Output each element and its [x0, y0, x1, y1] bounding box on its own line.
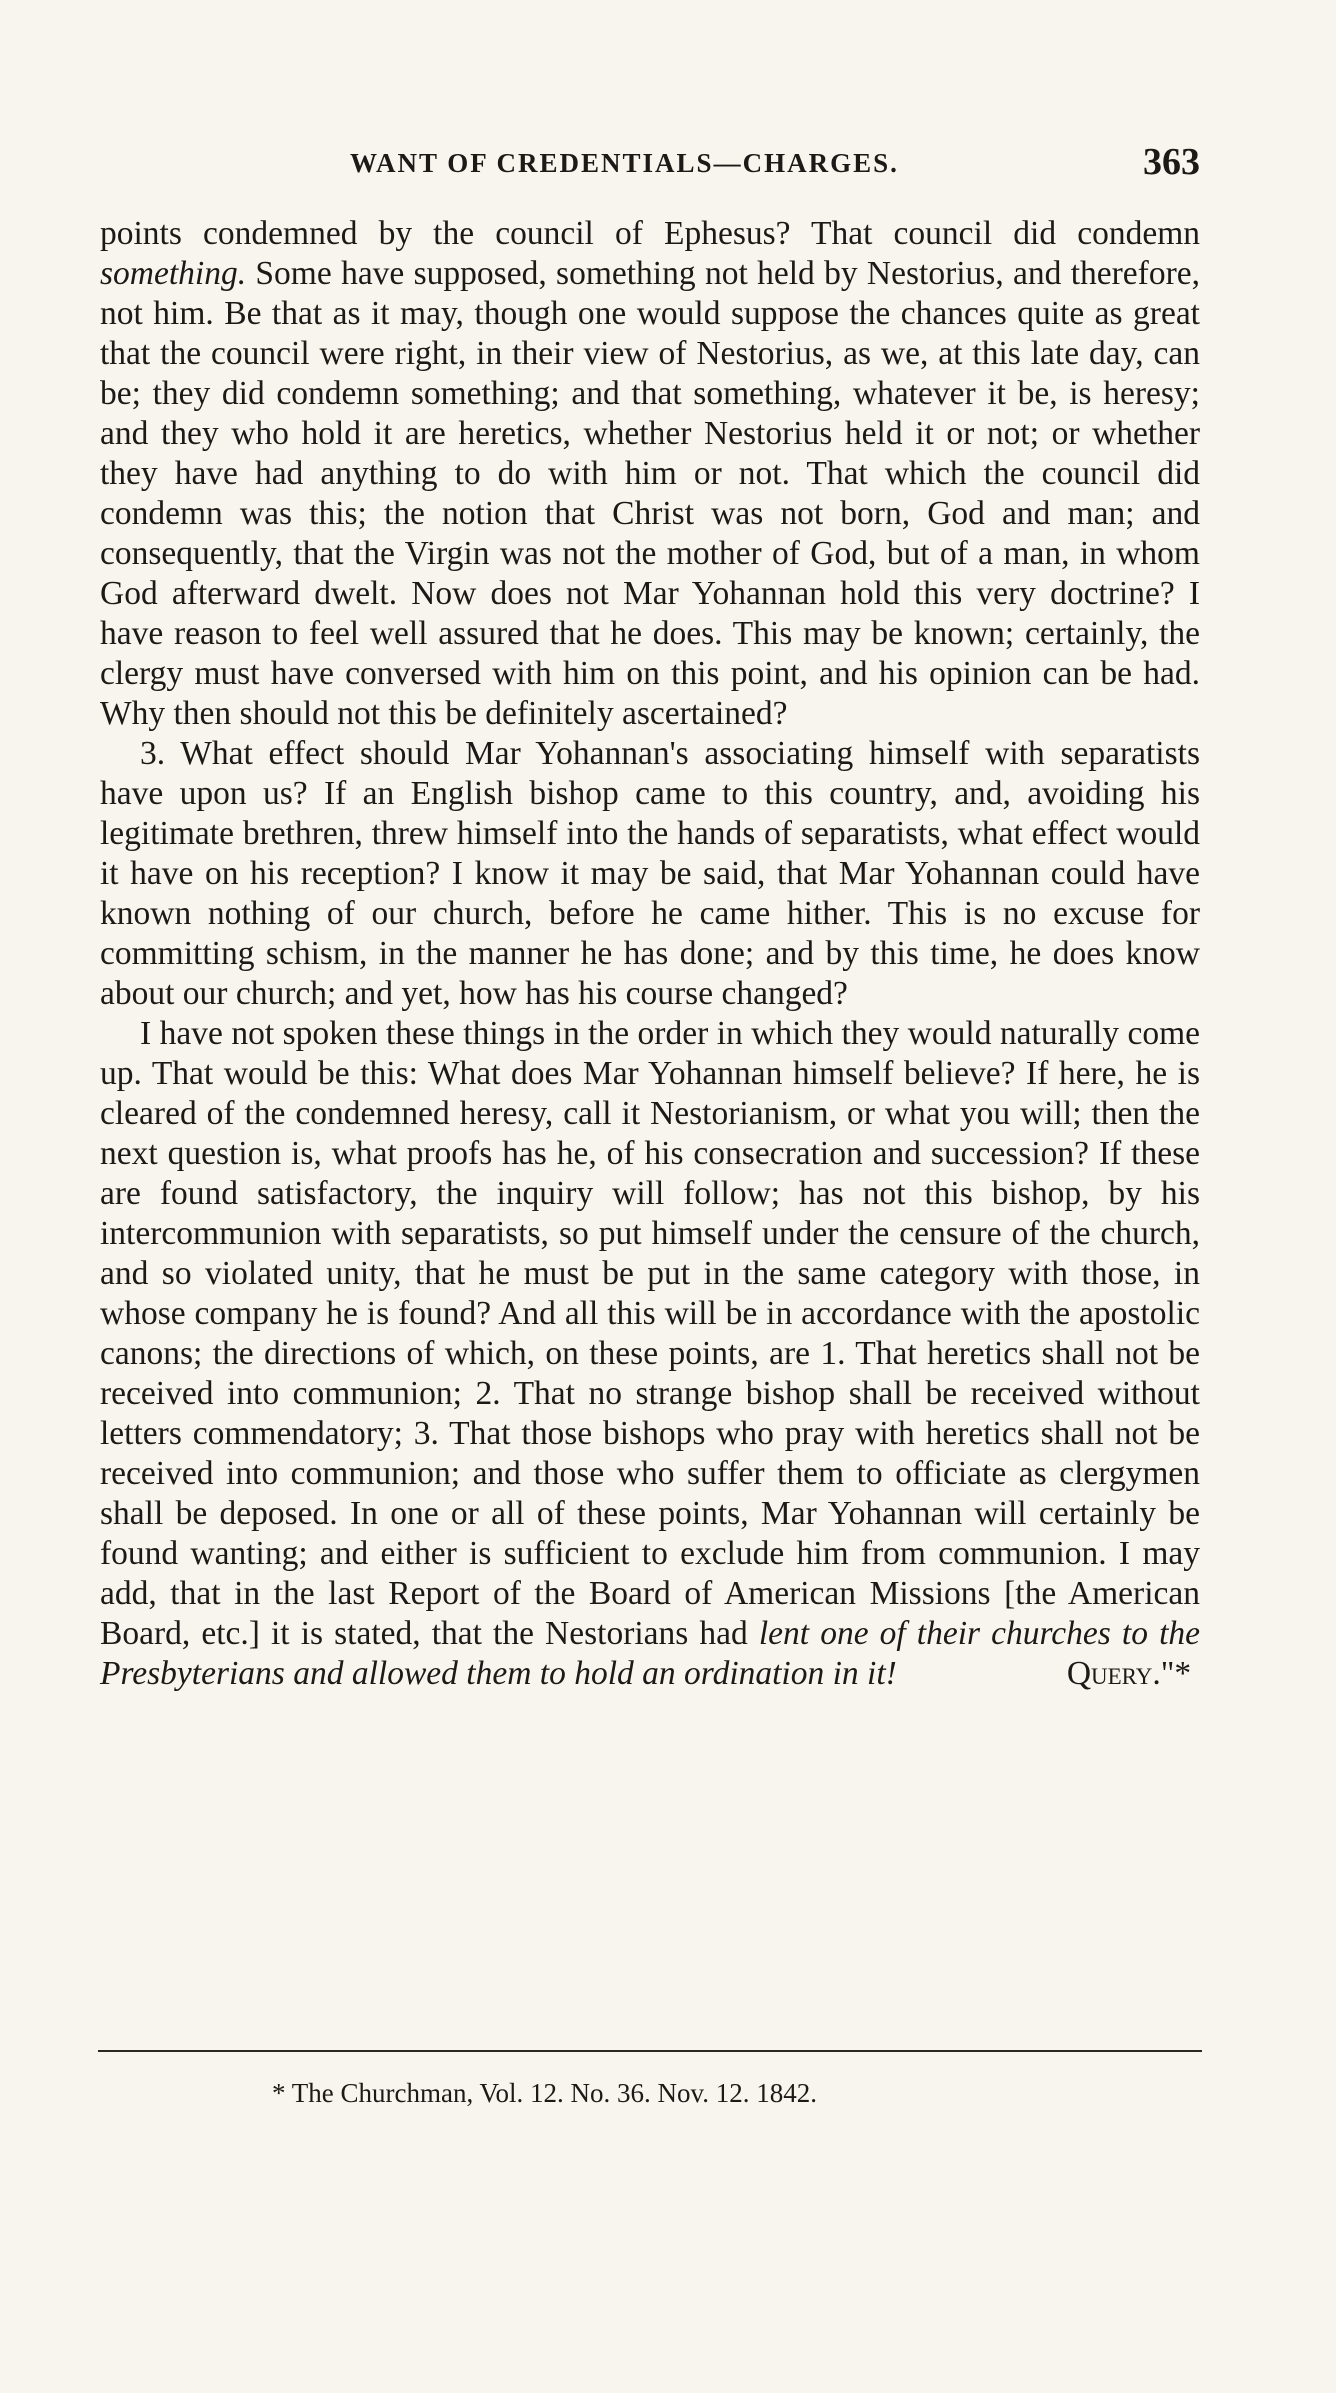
paragraph-1 — [100, 214, 1200, 734]
running-title: WANT OF CREDENTIALS—CHARGES. — [350, 148, 899, 178]
page-number: 363 — [1143, 141, 1200, 183]
paragraph-3-emphasis: lent one of their churches to the Presbyterians and allowed them to hold an ordination in it! — [100, 1615, 1200, 1692]
body-text — [100, 214, 1200, 1694]
paragraph-3-text: I have not spoken these things in the order in which they would naturally come up. That would be this: What does Mar Yohannan himself believe? If here, he is cleared of the condemned heresy, call it Nestorianism, or what you will; then the next question is, what proofs has he, of his consecration and succession? If these are found satisfactory, the inquiry will follow; has not this bishop, by his intercommunion with separatists, so put himself under the censure of the church, and so violated unity, that he must be put in the same category with those, in whose company he is found? And all this will be in accordance with the apostolic canons; the directions of which, on these points, are 1. That heretics shall not be received into communion; 2. That no strange bishop shall be received without letters commendatory; 3. That those bishops who pray with heretics shall not be received into communion; and those who suffer them to officiate as clergymen shall be deposed. In one or all of these points, Mar Yohannan will certainly be found wanting; and either is sufficient to exclude him from communion. I may add, that in the last Report of the Board of American Missions [the American Board, etc.] it is stated, that the Nestorians had — [100, 1015, 1200, 1652]
paragraph-1-text-b: Some have supposed, something not held by Nestorius, and therefore, not him. Be that as it may, though one would suppose the chances quite as great that the council were right, in their view of Nestorius, as we, at this late day, can be; they did condemn something; and that something, whatever it be, is heresy; and they who hold it are heretics, whether Nestorius held it or not; or whether they have had anything to do with him or not. That which the council did condemn was this; the notion that Christ was not born, God and man; and consequently, that the Virgin was not the mother of God, but of a man, in whom God afterward dwelt. Now does not Mar Yohannan hold this very doctrine? I have reason to feel well assured that he does. This may be known; certainly, the clergy must have conversed with him on this point, and his opinion can be had. Why then should not this be definitely ascertained? — [100, 255, 1200, 732]
paragraph-1-emphasis: something. — [100, 255, 247, 292]
paragraph-3 — [100, 1014, 1200, 1694]
paragraph-2: 3. What effect should Mar Yohannan's associating himself with separatists have upon us? If an English bishop came to this country, and, avoiding his legitimate brethren, threw himself into the hands of separatists, what effect would it have on his reception? I know it may be said, that Mar Yohannan could have known nothing of our church, before he came hither. This is no excuse for committing schism, in the manner he has done; and by this time, he does know about our church; and yet, how has his course changed? — [100, 735, 1200, 1012]
footnote-rule — [98, 2050, 1202, 2052]
footnote: * The Churchman, Vol. 12. No. 36. Nov. 12. 1842. — [272, 2078, 817, 2108]
running-head — [100, 140, 1200, 190]
signature-query: Query."* — [1066, 1655, 1192, 1692]
paragraph-1-text-a: points condemned by the council of Ephesus? That council did condemn — [100, 215, 1200, 252]
